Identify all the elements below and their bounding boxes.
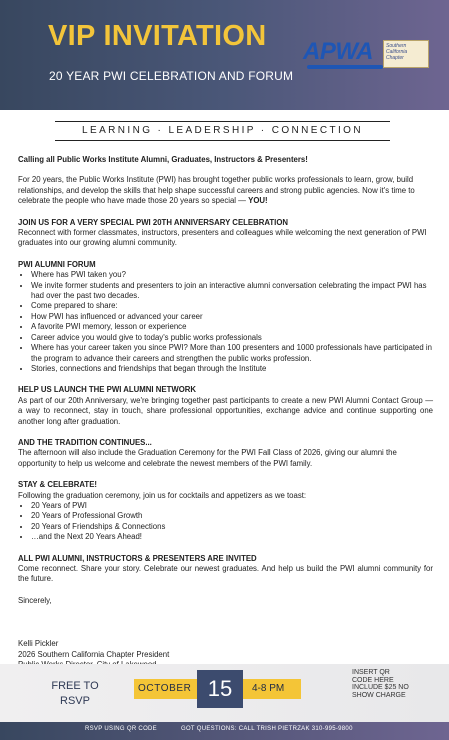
forum-heading: PWI ALUMNI FORUM xyxy=(18,259,96,269)
list-item: • How PWI has influenced or advanced your career xyxy=(31,312,433,322)
celebrate-list xyxy=(18,501,433,543)
apwa-logo xyxy=(303,38,431,72)
network-text: As part of our 20th Anniversary, we're bringing together past participants to create a new PWI Alumni Contact Group — a way to reconnect, stay in touch, share professional opportunities, exchange advice and continue supporting one another long after graduation. xyxy=(18,395,433,426)
free-line-2: RSVP xyxy=(60,695,90,707)
list-item: • …and the Next 20 Years Ahead! xyxy=(31,532,433,542)
network-heading: HELP US LAUNCH THE PWI ALUMNI NETWORK xyxy=(18,385,197,395)
celebration-text: Reconnect with former classmates, instructors, presenters and colleagues while welcoming the next generation of PWI graduates into our growing alumni community. xyxy=(18,228,427,248)
list-item: • 20 Years of PWI xyxy=(31,501,433,511)
list-item: • Come prepared to share: xyxy=(31,301,433,311)
celebrate-heading: STAY & CELEBRATE! xyxy=(18,480,97,490)
logo-chapter-badge: Southern California Chapter xyxy=(383,40,429,68)
intro-text: For 20 years, the Public Works Institute (PWI) has brought together public works professionals to learn, grow, build relationships, and develop the skills that help shape successful careers and strong public agencies. Now it's time to celebrate the people who have made those 20 years so special — xyxy=(18,175,415,206)
list-item: • 20 Years of Professional Growth xyxy=(31,511,433,521)
invited-heading: ALL PWI ALUMNI, INSTRUCTORS & PRESENTERS ARE INVITED xyxy=(18,553,257,563)
rsvp-qr-text: RSVP USING QR CODE xyxy=(85,726,157,732)
free-line-1: FREE TO xyxy=(51,680,99,692)
event-time: 4-8 PM xyxy=(252,683,285,694)
page-title: VIP INVITATION xyxy=(48,20,267,52)
celebration-heading: JOIN US FOR A VERY SPECIAL PWI 20TH ANNIVERSARY CELEBRATION xyxy=(18,217,289,227)
intro-lead: Calling all Public Works Institute Alumni, Graduates, Instructors & Presenters! xyxy=(18,155,308,164)
intro-emphasis: YOU! xyxy=(248,196,268,206)
list-item: • Career advice you would give to today's public works professionals xyxy=(31,333,433,343)
celebrate-text: Following the graduation ceremony, join us for cocktails and appetizers as we toast: xyxy=(18,490,307,500)
list-item: • A favorite PWI memory, lesson or experience xyxy=(31,322,433,332)
logo-wordmark: APWA xyxy=(303,38,373,65)
closing: Sincerely, xyxy=(18,595,52,605)
list-item: • 20 Years of Friendships & Connections xyxy=(31,522,433,532)
questions-contact: GOT QUESTIONS: CALL TRISH PIETRZAK 310-995-9800 xyxy=(181,726,353,732)
logo-swoosh-icon xyxy=(307,65,383,69)
event-month: OCTOBER xyxy=(138,683,192,694)
tagline: LEARNING · LEADERSHIP · CONNECTION xyxy=(55,121,390,141)
invited-text: Come reconnect. Share your story. Celebrate our newest graduates. And help us build the PWI alumni community for the future. xyxy=(18,564,433,584)
header-banner xyxy=(0,0,449,110)
qr-code-placeholder: INSERT QR CODE HERE INCLUDE $25 NO SHOW CHARGE xyxy=(352,669,409,699)
list-item: • Stories, connections and friendships that began through the Institute xyxy=(31,364,433,374)
forum-list xyxy=(18,270,433,374)
list-item: • Where has PWI taken you? xyxy=(31,270,433,280)
list-item: • We invite former students and presenters to join an interactive alumni conversation celebrating the impact PWI has had over the past two decades. xyxy=(31,281,433,302)
tradition-text: The afternoon will also include the Graduation Ceremony for the PWI Fall Class of 2026, giving our alumni the opportunity to help us welcome and celebrate the newest members of the PWI family. xyxy=(18,448,397,468)
signature-name: Kelli Pickler xyxy=(18,639,59,649)
event-day: 15 xyxy=(197,670,243,708)
list-item: • Where has your career taken you since PWI? More than 100 presenters and 1000 professionals have participated in the program to advance their careers and strengthen the public works profession. xyxy=(31,343,433,364)
letter-body xyxy=(18,155,433,670)
free-rsvp-label xyxy=(40,679,110,709)
signature-title: 2026 Southern California Chapter President xyxy=(18,649,170,659)
page-subtitle: 20 YEAR PWI CELEBRATION AND FORUM xyxy=(49,69,294,83)
intro-paragraph xyxy=(18,175,433,206)
tradition-heading: AND THE TRADITION CONTINUES... xyxy=(18,437,152,447)
